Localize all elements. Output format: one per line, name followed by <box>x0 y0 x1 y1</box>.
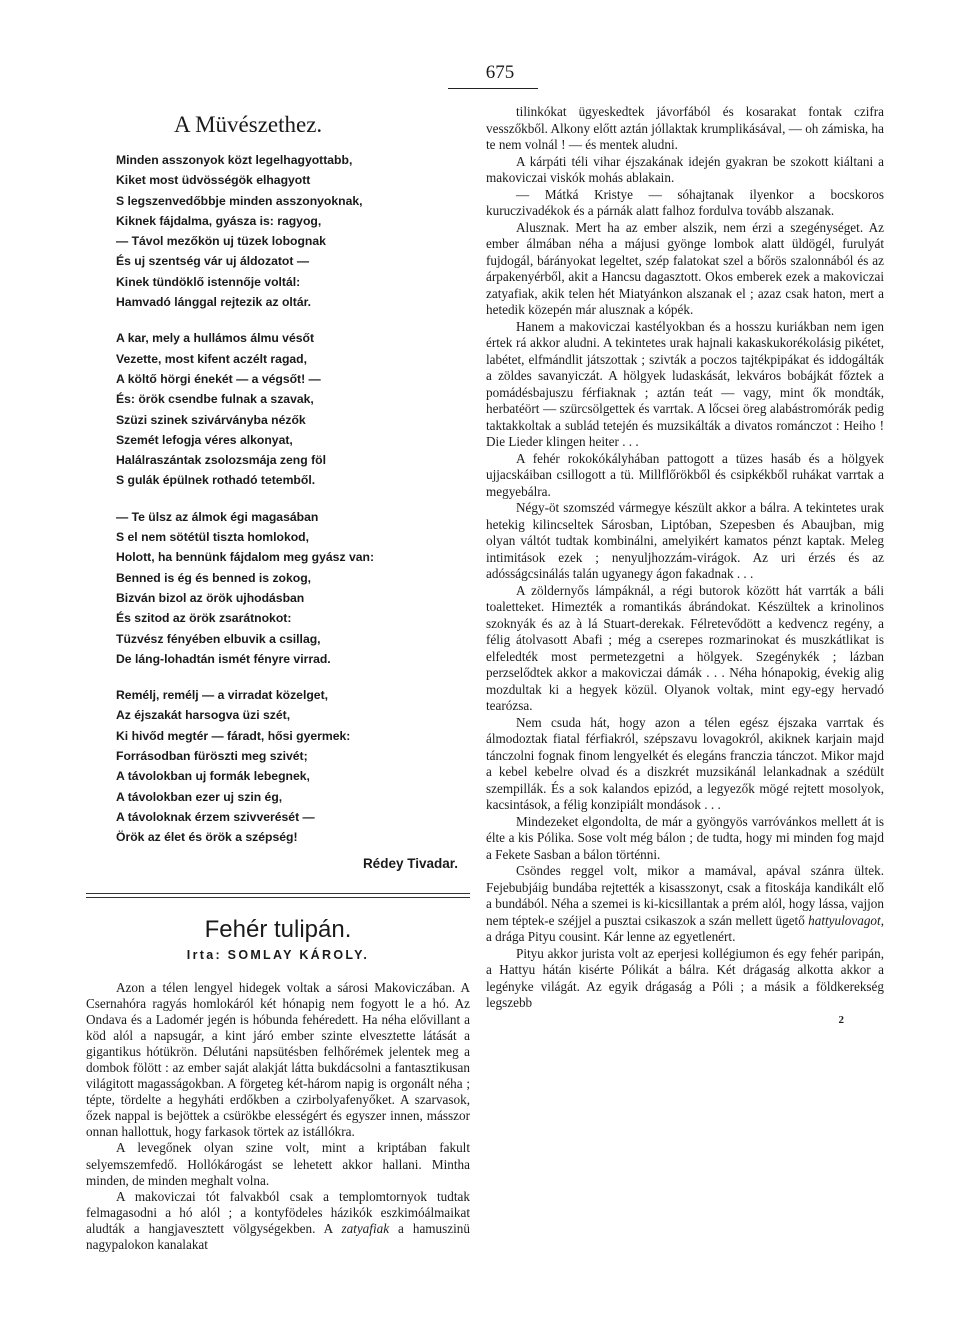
poem-line: Halálraszántak zsolozsmája zeng föl <box>116 453 326 468</box>
paragraph: A makoviczai tót falvakból csak a templomtornyok tudtak felmagasodni a hó alól ; a kontyfödeles házikók eszkimóálmaikat aludták a hangjavesztett völgységekben. A zatyafiak a hamuszinü nagypalokon kanalakat <box>86 1188 470 1252</box>
poem-line: Szemét lefogja véres alkonyat, <box>116 432 293 447</box>
poem-line: A távolokban uj formák lebegnek, <box>116 769 310 784</box>
poem-line: — Te ülsz az álmok égi magasában <box>116 509 319 524</box>
poem-line: — Távol mezőkön uj tüzek lobognak <box>116 234 326 249</box>
poem-line: Kinek tündöklő istennője voltál: <box>116 274 301 289</box>
poem-line: Örök az élet és örök a szépség! <box>116 830 298 845</box>
paragraph: Azon a télen lengyel hidegek voltak a sárosi Makoviczában. A Csernahóra ragyás homlokáról két hónapig nem fogyott le a hó. Az Ondava és a Ladomér jegén is hóbunda fehéredett. Ha néha elővillant a köd alól a napsugár, a kint járó ember szinte elvesztette látását a gigantikus hótükrön. Délutáni napsütésben felhőrémek jelentek meg a dombok fölött : az ember saját alakját látta bukdácsolni a fantasztikusan világitott magasságokban. A förgeteg két-három napig is orgonált néha ; tépte, tördelte a hegyháti erdőkben a czirbolyafenyőket. A szarvasok, őzek nappal is bejöttek a csürökbe elességért és egyszer innen, másszor onnan hallottuk, hogy farkasok törtek az istállókra. <box>86 979 470 1140</box>
paragraph: A kárpáti téli vihar éjszakának idején gyakran be szokott kiáltani a makoviczai viskók mohás ablakain. <box>486 153 884 185</box>
poem-line: S legszenvedőbbje minden asszonyoknak, <box>116 193 363 208</box>
poem-line: Minden asszonyok közt legelhagyottabb, <box>116 153 353 167</box>
poem-line: Kiknek fájdalma, gyásza is: ragyog, <box>116 213 322 228</box>
paragraph: Mindezeket elgondolta, de már a gyöngyös varróvánkos mellett át is élte a kis Pólika. Sose volt még bálon ; de tudta, hogy mi minden fog majd a Fekete Sasban a bálon történni. <box>486 813 884 862</box>
paragraph: — Mátká Kristye — sóhajtanak ilyenkor a bocskoros kuruczivadékok és a párnák alatt falhoz fordulva tovább alszanak. <box>486 186 884 218</box>
poem-line: Bizván bizol az örök ujhodásban <box>116 590 305 605</box>
poem-line: A költő hörgi énekét — a végsőt! — <box>116 371 321 386</box>
poem-line: S el nem sötétül tiszta homlokod, <box>116 530 309 545</box>
poem-line: Ki hivőd megtér — fáradt, hősi gyermek: <box>116 728 351 743</box>
italic-word: zatyafiak <box>341 1220 390 1236</box>
poem-line: Forrásodban füröszti meg szivét; <box>116 749 308 764</box>
poem-stanza <box>86 150 470 312</box>
poem-line: Benned is ég és benned is zokog, <box>116 570 312 585</box>
poem-line: A kar, mely a hullámos álmu vésőt <box>116 331 315 346</box>
right-column <box>486 104 884 1026</box>
paragraph: A levegőnek olyan szine volt, mint a kriptában fakult selyemszemfedő. Hollókárogást se lehetett akkor hallani. Mintha minden, de minden meghalt volna. <box>86 1140 470 1188</box>
story-byline: Irta: SOMLAY KÁROLY. <box>186 947 370 962</box>
poem-line: Tüzvész fényében elbuvik a csillag, <box>116 631 321 646</box>
section-divider <box>86 893 470 898</box>
poem-line: Vezette, most kifent aczélt ragad, <box>116 351 308 366</box>
paragraph: Csöndes reggel volt, mikor a mamával, apával szánra ültek. Fejebubjáig bundába rejtették a kisasszonyt, csak a fitoskája kandikált elő a bundából. Néha a szemei is ki-kicsillantak a prém alól, hogy lássa, vajjon nem téptek-e széjjel a pusztai csikaszok a szán mellett ügető hattyulovagot, a drága Pityu cousint. Kár lenne az egyetlenért. <box>486 863 884 944</box>
poem-line: Kiket most üdvösségök elhagyott <box>116 173 311 188</box>
poem-line: A távoloknak érzem szivverését — <box>116 809 315 824</box>
poem-line: És szitod az örök zsarátnokot: <box>116 611 292 626</box>
paragraph: Nem csuda hát, hogy azon a télen egész éjszaka varrtak és álmodoztak fiatal férfiakról, szépszavu lovagokról, akiknek karjain majd tánczolni fognak finom lengyelkét és elegáns franczia tánczot. Mikor majd a kebel kebelre olvad és a diszkrét muzsikánál lelankadnak a szédült szempillák. És a sok kalandos epizód, a legyezők mögé rejtett mosolyok, kacsintások, a félig konzipiált mondások . . . <box>486 714 884 812</box>
poem-author: Rédey Tivadar. <box>362 855 458 871</box>
page-number-rule <box>448 88 538 89</box>
paragraph: A fehér rokokókályhában pattogott a tüzes hasáb és a hölgyek ujjacskáiban csillogott a tü. Millflőrökből és csipkékből ruhákat varrtak a megyebálra. <box>486 450 884 499</box>
left-column <box>86 112 470 1253</box>
poem-stanza <box>86 685 470 847</box>
poem-stanzas <box>86 150 470 848</box>
poem-line: Holott, ha bennünk fájdalom meg gyász van: <box>116 550 375 565</box>
poem-line: S gulák épülnek rothadó tetemből. <box>116 473 316 488</box>
page-number: 675 <box>485 62 515 83</box>
poem-line: És: örök csendbe fulnak a szavak, <box>116 392 314 407</box>
poem-line: Hamvadó lánggal rejtezik az oltár. <box>116 295 312 310</box>
poem-line: Szüzi szinek szivárványba nézők <box>116 412 306 427</box>
poem-line: És uj szentség vár uj áldozatot — <box>116 254 310 269</box>
poem-stanza <box>86 507 470 669</box>
paragraph: Pityu akkor jurista volt az eperjesi kollégiumon és egy fehér paripán, a Hattyu hátán kisérte Pólikát a bálra. Két drágaság alkotta akkor a legénykе világát. Az egyik drágaság a Póli ; a másik a földkerekség legszebb <box>486 945 884 1010</box>
paragraph: Hanem a makoviczai kastélyokban és a hosszu kuriákban nem igen értek rá akkor aludni. A tekintetes urak hajnali kakaskukorékolásig pikétet, labétet, elfmándlit játszottak ; szivták a poczos tajtékpipákat és iddogálták a zöldes savanyiczát. A hölgyek ludaskását, lekváros bobájkát főztek a pomádésbajuszu férfiaknak ; aztán teát — vagy, mint ők mondták, herbatéört — szürcsölgettek és varrtak. A lőcsei öreg alabástromórák pedig taktakkoltak a sublád tetején és muzsikálták a divatos románczot : Heiho ! Die Lieder klingen heiter . . . <box>486 318 884 449</box>
paragraph: A zöldernyős lámpáknál, a régi butorok között hát varrták a báli toaletteket. Himezték a romantikás ábrándokat. Készültek a krinolinos szoknyák és az à lá Stuart-derekak. Félretevődött a kedvencz regény, a félig átolvasott Abafi ; még a cserepes rozmarinokat és muszkátlikat is elfeledték most permetezgetni a hölgyek. Szegénykék ; lázban perzselődtek akkor a makoviczai dámák . . . Néha hónapokig, évekig alig mozdultak ki a hegyek közül. Olyanok voltak, mint egy-egy hervadó tearózsa. <box>486 582 884 713</box>
right-prose <box>486 104 884 1012</box>
paragraph: tilinkókat ügyeskedtek jávorfából és kosarakat fontak czifra vesszőkből. Alkony előtt aztán jóllaktak krumplikásával, — oh zámiska, ha te nem volnál ! — és mentek aludni. <box>486 104 884 152</box>
poem-stanza <box>86 328 470 490</box>
poem-title: A Müvészethez. <box>174 112 323 137</box>
paragraph: Négy-öt szomszéd vármegye készült akkor a bálra. A tekintetes urak hetekig kilincseltek Sárosban, Liptóban, Szepesben és Abaujban, mig olyan váltót tudtak kombinálni, amelyikért kamatos pénzt kaptak. Meleg intimitások ezek ; nenyuljhozzám-virágok. Az uri érzés és az adósságcsinálás talán ugyanegy ágon fakadnak . . . <box>486 500 884 581</box>
italic-word: hattyulovagot <box>808 912 881 928</box>
signature-mark: 2 <box>838 1013 844 1026</box>
poem-line: Remélj, remélj — a virradat közelget, <box>116 688 329 703</box>
poem-line: Az éjszakát harsogva üzi szét, <box>116 708 291 723</box>
poem-line: De láng-lohadtán ismét fényre virrad. <box>116 651 331 666</box>
poem-line: A távolokban ezer uj szin ég, <box>116 789 283 804</box>
story-title: Fehér tulipán. <box>204 915 352 943</box>
left-prose <box>86 980 470 1254</box>
paragraph: Alusznak. Mert ha az ember alszik, nem érzi a szegénységet. Az ember álmában néha a májusi gyönge lombok alatt üldögél, furulyát fujdogál, bárányokat legeltet, szép falatokat szel a bőrös szalonnából és az árpakenyérből, akit a Hancsu dagasztott. Okos emberek ezek a makoviczai zatyafiak, akik telen hét Miatyánkon alszanak el ; azaz csak haton, mert a hetedik közepén már alusznak a kópék. <box>486 219 884 317</box>
